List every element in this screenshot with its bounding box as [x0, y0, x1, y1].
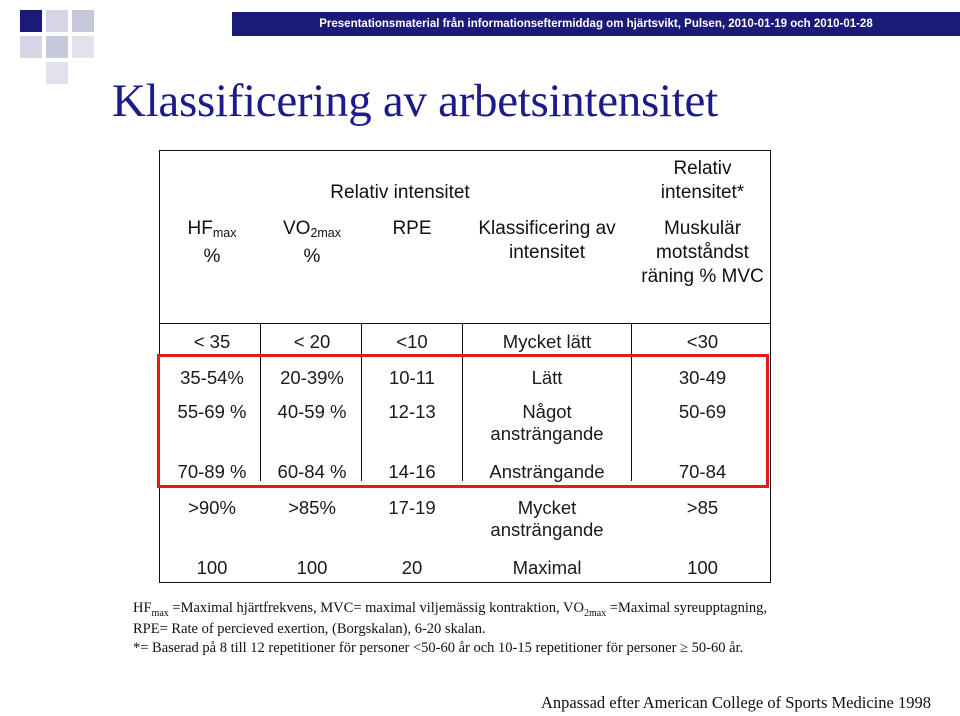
table-cell-hf: >90% — [188, 497, 236, 518]
decorative-square — [46, 62, 68, 84]
table-cell-hf: 55-69 % — [177, 401, 247, 422]
page-title: Klassificering av arbetsintensitet — [112, 75, 718, 127]
group-header-relative-intensity-muscular: Relativ intensitet* — [660, 158, 745, 203]
table-cell-hf: 100 — [196, 557, 228, 578]
table-cell-mvc: 30-49 — [678, 367, 727, 388]
column-header-rpe: RPE — [392, 218, 432, 239]
table-cell-klass: Maximal — [512, 557, 582, 578]
table-cell-klass: Mycket lätt — [502, 331, 592, 352]
table-cell-mvc: 100 — [687, 557, 718, 578]
decorative-square — [46, 36, 68, 58]
table-cell-vo2: 20-39% — [280, 367, 344, 388]
header-band — [232, 12, 960, 36]
table-cell-vo2: < 20 — [293, 331, 331, 352]
footnote-asterisk: *= Baserad på 8 till 12 repetitioner för personer <50-60 år och 10-15 repetitioner för personer ≥ 50-60 år. — [133, 640, 744, 656]
decorative-square — [20, 36, 42, 58]
table-cell-klass: Mycket ansträngande — [490, 497, 604, 540]
column-header-vo2: $VO_{2max}$ % — [282, 218, 342, 267]
decorative-square — [46, 10, 68, 32]
table-cell-klass: Något ansträngande — [490, 401, 604, 444]
table-cell-rpe: 10-11 — [389, 367, 435, 388]
table-cell-rpe: <10 — [396, 331, 428, 352]
table-cell-mvc: 50-69 — [678, 401, 727, 422]
highlight-box — [157, 354, 769, 488]
table-cell-klass: Lätt — [531, 367, 563, 388]
table-cell-rpe: 14-16 — [388, 461, 436, 482]
table-cell-hf: 70-89 % — [177, 461, 247, 482]
header-text: Presentationsmaterial från informationseftermiddag om hjärtsvikt, Pulsen, 2010-01-19 och 2010-01-28 — [319, 18, 873, 30]
footnote-abbreviations: $HF_{max}$ =Maximal hjärtfrekvens, MVC= maximal viljemässig kontraktion, $VO_{2max}$ =Maximal syreupptagning, — [133, 600, 767, 619]
table-cell-rpe: 12-13 — [388, 401, 436, 422]
column-header-muscular: Muskulär motståndst räning % MVC — [641, 218, 764, 287]
table-cell-hf: < 35 — [193, 331, 231, 352]
table-cell-vo2: 100 — [296, 557, 328, 578]
decorative-square — [72, 10, 94, 32]
decorative-square — [20, 10, 42, 32]
table-cell-mvc: <30 — [686, 331, 719, 352]
table-cell-klass: Ansträngande — [489, 461, 605, 482]
table-divider — [160, 323, 770, 324]
decorative-square — [72, 36, 94, 58]
group-header-relative-intensity: Relativ intensitet — [330, 182, 470, 203]
table-cell-rpe: 20 — [401, 557, 423, 578]
footnote-rpe: RPE= Rate of percieved exertion, (Borgskalan), 6-20 skalan. — [133, 621, 486, 637]
table-cell-vo2: >85% — [288, 497, 336, 518]
column-header-classification: Klassificering av intensitet — [478, 218, 616, 263]
column-header-hf: $HF_{max}$ % — [187, 218, 237, 267]
source-citation: Anpassad efter American College of Sports Medicine 1998 — [541, 693, 931, 712]
table-cell-mvc: 70-84 — [678, 461, 727, 482]
table-cell-vo2: 40-59 % — [277, 401, 347, 422]
table-cell-hf: 35-54% — [180, 367, 244, 388]
table-cell-mvc: >85 — [686, 497, 719, 518]
table-cell-vo2: 60-84 % — [277, 461, 347, 482]
table-cell-rpe: 17-19 — [388, 497, 436, 518]
